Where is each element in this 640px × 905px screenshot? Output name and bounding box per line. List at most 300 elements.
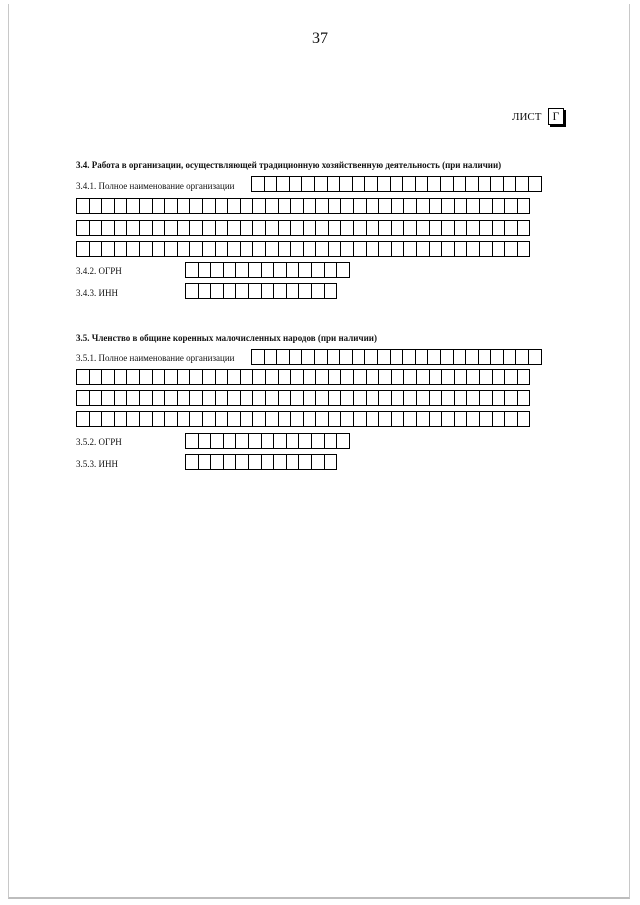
character-cell[interactable] <box>252 198 266 214</box>
character-cell[interactable] <box>215 220 229 236</box>
character-cell[interactable] <box>416 220 430 236</box>
character-cell[interactable] <box>324 454 338 470</box>
character-cell[interactable] <box>298 433 312 449</box>
character-cell[interactable] <box>390 176 404 192</box>
character-cell[interactable] <box>504 198 518 214</box>
character-cell[interactable] <box>429 241 443 257</box>
character-cell[interactable] <box>492 220 506 236</box>
character-cell[interactable] <box>235 262 249 278</box>
character-cell[interactable] <box>366 220 380 236</box>
character-cell[interactable] <box>303 198 317 214</box>
character-cell[interactable] <box>286 454 300 470</box>
character-cell[interactable] <box>517 390 531 406</box>
character-cell[interactable] <box>454 390 468 406</box>
character-cell[interactable] <box>152 198 166 214</box>
character-cell[interactable] <box>76 241 90 257</box>
ogrn-input-3-4-2[interactable] <box>185 262 349 278</box>
character-cell[interactable] <box>315 241 329 257</box>
character-cell[interactable] <box>515 176 529 192</box>
character-cell[interactable] <box>215 369 229 385</box>
character-cell[interactable] <box>478 349 492 365</box>
character-cell[interactable] <box>402 349 416 365</box>
character-cell[interactable] <box>353 241 367 257</box>
character-cell[interactable] <box>517 369 531 385</box>
character-cell[interactable] <box>465 176 479 192</box>
character-cell[interactable] <box>416 241 430 257</box>
character-cell[interactable] <box>441 390 455 406</box>
character-cell[interactable] <box>328 369 342 385</box>
character-cell[interactable] <box>366 390 380 406</box>
character-cell[interactable] <box>278 369 292 385</box>
character-cell[interactable] <box>403 198 417 214</box>
inn-input-3-5-3[interactable] <box>185 454 336 470</box>
character-cell[interactable] <box>210 454 224 470</box>
character-cell[interactable] <box>336 433 350 449</box>
character-cell[interactable] <box>101 411 115 427</box>
character-cell[interactable] <box>126 220 140 236</box>
character-cell[interactable] <box>324 283 338 299</box>
character-cell[interactable] <box>328 390 342 406</box>
character-cell[interactable] <box>340 241 354 257</box>
character-cell[interactable] <box>340 220 354 236</box>
character-cell[interactable] <box>441 241 455 257</box>
character-cell[interactable] <box>490 349 504 365</box>
character-cell[interactable] <box>441 198 455 214</box>
character-cell[interactable] <box>466 198 480 214</box>
character-cell[interactable] <box>290 220 304 236</box>
character-cell[interactable] <box>164 220 178 236</box>
character-cell[interactable] <box>366 198 380 214</box>
character-cell[interactable] <box>324 433 338 449</box>
character-cell[interactable] <box>185 283 199 299</box>
character-cell[interactable] <box>76 369 90 385</box>
character-cell[interactable] <box>466 411 480 427</box>
character-cell[interactable] <box>328 411 342 427</box>
character-cell[interactable] <box>164 390 178 406</box>
character-cell[interactable] <box>177 198 191 214</box>
character-cell[interactable] <box>240 369 254 385</box>
character-cell[interactable] <box>290 369 304 385</box>
character-cell[interactable] <box>427 349 441 365</box>
character-cell[interactable] <box>311 262 325 278</box>
character-cell[interactable] <box>402 176 416 192</box>
character-cell[interactable] <box>189 241 203 257</box>
character-cell[interactable] <box>126 411 140 427</box>
character-cell[interactable] <box>215 241 229 257</box>
character-cell[interactable] <box>235 433 249 449</box>
character-cell[interactable] <box>198 433 212 449</box>
character-cell[interactable] <box>114 411 128 427</box>
character-cell[interactable] <box>101 369 115 385</box>
character-cell[interactable] <box>240 390 254 406</box>
character-cell[interactable] <box>416 411 430 427</box>
character-cell[interactable] <box>416 390 430 406</box>
character-cell[interactable] <box>152 220 166 236</box>
character-cell[interactable] <box>278 220 292 236</box>
character-cell[interactable] <box>504 411 518 427</box>
character-cell[interactable] <box>227 411 241 427</box>
character-cell[interactable] <box>391 390 405 406</box>
character-cell[interactable] <box>503 349 517 365</box>
character-cell[interactable] <box>126 390 140 406</box>
character-cell[interactable] <box>278 241 292 257</box>
org-name-input-3-4-1-row-4[interactable] <box>76 241 529 257</box>
character-cell[interactable] <box>353 411 367 427</box>
character-cell[interactable] <box>298 454 312 470</box>
character-cell[interactable] <box>314 349 328 365</box>
character-cell[interactable] <box>415 349 429 365</box>
character-cell[interactable] <box>252 220 266 236</box>
character-cell[interactable] <box>202 411 216 427</box>
character-cell[interactable] <box>89 241 103 257</box>
character-cell[interactable] <box>528 176 542 192</box>
character-cell[interactable] <box>429 220 443 236</box>
character-cell[interactable] <box>261 454 275 470</box>
character-cell[interactable] <box>252 390 266 406</box>
character-cell[interactable] <box>353 220 367 236</box>
character-cell[interactable] <box>248 283 262 299</box>
character-cell[interactable] <box>340 198 354 214</box>
character-cell[interactable] <box>528 349 542 365</box>
character-cell[interactable] <box>324 262 338 278</box>
character-cell[interactable] <box>276 176 290 192</box>
character-cell[interactable] <box>177 241 191 257</box>
character-cell[interactable] <box>478 176 492 192</box>
character-cell[interactable] <box>189 220 203 236</box>
character-cell[interactable] <box>202 369 216 385</box>
character-cell[interactable] <box>378 241 392 257</box>
character-cell[interactable] <box>202 220 216 236</box>
character-cell[interactable] <box>377 176 391 192</box>
character-cell[interactable] <box>76 220 90 236</box>
character-cell[interactable] <box>223 262 237 278</box>
character-cell[interactable] <box>223 433 237 449</box>
character-cell[interactable] <box>303 411 317 427</box>
character-cell[interactable] <box>101 220 115 236</box>
character-cell[interactable] <box>303 220 317 236</box>
org-name-input-3-4-1-row-3[interactable] <box>76 220 529 236</box>
character-cell[interactable] <box>366 241 380 257</box>
character-cell[interactable] <box>503 176 517 192</box>
character-cell[interactable] <box>261 433 275 449</box>
character-cell[interactable] <box>504 241 518 257</box>
character-cell[interactable] <box>301 349 315 365</box>
character-cell[interactable] <box>303 390 317 406</box>
character-cell[interactable] <box>185 454 199 470</box>
character-cell[interactable] <box>202 198 216 214</box>
character-cell[interactable] <box>265 241 279 257</box>
character-cell[interactable] <box>89 220 103 236</box>
character-cell[interactable] <box>492 390 506 406</box>
character-cell[interactable] <box>378 390 392 406</box>
character-cell[interactable] <box>454 220 468 236</box>
character-cell[interactable] <box>177 411 191 427</box>
character-cell[interactable] <box>89 411 103 427</box>
character-cell[interactable] <box>101 390 115 406</box>
character-cell[interactable] <box>227 390 241 406</box>
character-cell[interactable] <box>315 411 329 427</box>
character-cell[interactable] <box>303 241 317 257</box>
character-cell[interactable] <box>251 176 265 192</box>
character-cell[interactable] <box>479 220 493 236</box>
character-cell[interactable] <box>265 369 279 385</box>
character-cell[interactable] <box>479 198 493 214</box>
character-cell[interactable] <box>314 176 328 192</box>
character-cell[interactable] <box>366 411 380 427</box>
character-cell[interactable] <box>454 411 468 427</box>
character-cell[interactable] <box>185 262 199 278</box>
character-cell[interactable] <box>215 390 229 406</box>
character-cell[interactable] <box>114 220 128 236</box>
character-cell[interactable] <box>126 369 140 385</box>
character-cell[interactable] <box>252 369 266 385</box>
character-cell[interactable] <box>403 411 417 427</box>
character-cell[interactable] <box>429 411 443 427</box>
character-cell[interactable] <box>278 411 292 427</box>
character-cell[interactable] <box>89 369 103 385</box>
character-cell[interactable] <box>126 241 140 257</box>
character-cell[interactable] <box>378 220 392 236</box>
character-cell[interactable] <box>227 220 241 236</box>
character-cell[interactable] <box>466 220 480 236</box>
character-cell[interactable] <box>126 198 140 214</box>
character-cell[interactable] <box>240 220 254 236</box>
character-cell[interactable] <box>101 198 115 214</box>
character-cell[interactable] <box>441 411 455 427</box>
character-cell[interactable] <box>215 198 229 214</box>
character-cell[interactable] <box>252 241 266 257</box>
character-cell[interactable] <box>492 241 506 257</box>
character-cell[interactable] <box>353 198 367 214</box>
character-cell[interactable] <box>240 411 254 427</box>
character-cell[interactable] <box>298 283 312 299</box>
character-cell[interactable] <box>261 283 275 299</box>
character-cell[interactable] <box>76 198 90 214</box>
character-cell[interactable] <box>289 349 303 365</box>
character-cell[interactable] <box>517 411 531 427</box>
character-cell[interactable] <box>391 220 405 236</box>
character-cell[interactable] <box>202 390 216 406</box>
character-cell[interactable] <box>415 176 429 192</box>
character-cell[interactable] <box>353 369 367 385</box>
character-cell[interactable] <box>504 369 518 385</box>
character-cell[interactable] <box>328 198 342 214</box>
character-cell[interactable] <box>251 349 265 365</box>
character-cell[interactable] <box>378 369 392 385</box>
character-cell[interactable] <box>315 198 329 214</box>
character-cell[interactable] <box>492 198 506 214</box>
character-cell[interactable] <box>391 411 405 427</box>
character-cell[interactable] <box>286 433 300 449</box>
character-cell[interactable] <box>198 454 212 470</box>
character-cell[interactable] <box>76 411 90 427</box>
character-cell[interactable] <box>164 369 178 385</box>
character-cell[interactable] <box>315 220 329 236</box>
character-cell[interactable] <box>454 241 468 257</box>
character-cell[interactable] <box>139 369 153 385</box>
character-cell[interactable] <box>315 390 329 406</box>
character-cell[interactable] <box>336 262 350 278</box>
character-cell[interactable] <box>248 262 262 278</box>
character-cell[interactable] <box>403 241 417 257</box>
character-cell[interactable] <box>210 433 224 449</box>
character-cell[interactable] <box>515 349 529 365</box>
character-cell[interactable] <box>440 349 454 365</box>
character-cell[interactable] <box>261 262 275 278</box>
org-name-input-3-5-1-row-1[interactable] <box>251 349 541 365</box>
character-cell[interactable] <box>466 241 480 257</box>
character-cell[interactable] <box>152 369 166 385</box>
character-cell[interactable] <box>265 198 279 214</box>
character-cell[interactable] <box>139 411 153 427</box>
character-cell[interactable] <box>227 198 241 214</box>
character-cell[interactable] <box>290 411 304 427</box>
character-cell[interactable] <box>429 390 443 406</box>
character-cell[interactable] <box>276 349 290 365</box>
character-cell[interactable] <box>479 411 493 427</box>
character-cell[interactable] <box>101 241 115 257</box>
character-cell[interactable] <box>189 369 203 385</box>
character-cell[interactable] <box>240 241 254 257</box>
character-cell[interactable] <box>139 220 153 236</box>
character-cell[interactable] <box>235 454 249 470</box>
character-cell[interactable] <box>223 454 237 470</box>
character-cell[interactable] <box>391 369 405 385</box>
character-cell[interactable] <box>328 241 342 257</box>
character-cell[interactable] <box>340 411 354 427</box>
character-cell[interactable] <box>479 369 493 385</box>
ogrn-input-3-5-2[interactable] <box>185 433 349 449</box>
character-cell[interactable] <box>273 433 287 449</box>
character-cell[interactable] <box>340 390 354 406</box>
character-cell[interactable] <box>210 262 224 278</box>
character-cell[interactable] <box>465 349 479 365</box>
character-cell[interactable] <box>289 176 303 192</box>
character-cell[interactable] <box>429 198 443 214</box>
character-cell[interactable] <box>301 176 315 192</box>
character-cell[interactable] <box>352 176 366 192</box>
character-cell[interactable] <box>215 411 229 427</box>
character-cell[interactable] <box>198 283 212 299</box>
character-cell[interactable] <box>189 390 203 406</box>
character-cell[interactable] <box>466 390 480 406</box>
character-cell[interactable] <box>273 262 287 278</box>
character-cell[interactable] <box>517 198 531 214</box>
character-cell[interactable] <box>378 198 392 214</box>
org-name-input-3-4-1-row-1[interactable] <box>251 176 541 192</box>
character-cell[interactable] <box>152 241 166 257</box>
character-cell[interactable] <box>89 390 103 406</box>
character-cell[interactable] <box>391 241 405 257</box>
character-cell[interactable] <box>265 411 279 427</box>
character-cell[interactable] <box>76 390 90 406</box>
character-cell[interactable] <box>453 349 467 365</box>
character-cell[interactable] <box>352 349 366 365</box>
character-cell[interactable] <box>227 369 241 385</box>
character-cell[interactable] <box>235 283 249 299</box>
character-cell[interactable] <box>479 390 493 406</box>
character-cell[interactable] <box>164 411 178 427</box>
character-cell[interactable] <box>492 369 506 385</box>
character-cell[interactable] <box>517 220 531 236</box>
character-cell[interactable] <box>264 176 278 192</box>
character-cell[interactable] <box>327 349 341 365</box>
character-cell[interactable] <box>248 454 262 470</box>
character-cell[interactable] <box>311 283 325 299</box>
character-cell[interactable] <box>189 411 203 427</box>
character-cell[interactable] <box>185 433 199 449</box>
character-cell[interactable] <box>273 454 287 470</box>
character-cell[interactable] <box>466 369 480 385</box>
character-cell[interactable] <box>89 198 103 214</box>
character-cell[interactable] <box>416 369 430 385</box>
character-cell[interactable] <box>453 176 467 192</box>
character-cell[interactable] <box>210 283 224 299</box>
character-cell[interactable] <box>177 220 191 236</box>
character-cell[interactable] <box>177 369 191 385</box>
character-cell[interactable] <box>315 369 329 385</box>
character-cell[interactable] <box>311 454 325 470</box>
character-cell[interactable] <box>454 369 468 385</box>
character-cell[interactable] <box>327 176 341 192</box>
character-cell[interactable] <box>366 369 380 385</box>
character-cell[interactable] <box>114 369 128 385</box>
character-cell[interactable] <box>114 198 128 214</box>
character-cell[interactable] <box>441 369 455 385</box>
character-cell[interactable] <box>364 349 378 365</box>
character-cell[interactable] <box>290 241 304 257</box>
character-cell[interactable] <box>189 198 203 214</box>
character-cell[interactable] <box>403 390 417 406</box>
character-cell[interactable] <box>454 198 468 214</box>
character-cell[interactable] <box>265 220 279 236</box>
character-cell[interactable] <box>377 349 391 365</box>
character-cell[interactable] <box>339 176 353 192</box>
character-cell[interactable] <box>303 369 317 385</box>
character-cell[interactable] <box>227 241 241 257</box>
character-cell[interactable] <box>441 220 455 236</box>
character-cell[interactable] <box>391 198 405 214</box>
org-name-input-3-4-1-row-2[interactable] <box>76 198 529 214</box>
character-cell[interactable] <box>364 176 378 192</box>
character-cell[interactable] <box>223 283 237 299</box>
character-cell[interactable] <box>403 220 417 236</box>
character-cell[interactable] <box>504 390 518 406</box>
character-cell[interactable] <box>164 198 178 214</box>
character-cell[interactable] <box>264 349 278 365</box>
character-cell[interactable] <box>202 241 216 257</box>
character-cell[interactable] <box>152 390 166 406</box>
character-cell[interactable] <box>278 390 292 406</box>
character-cell[interactable] <box>139 390 153 406</box>
character-cell[interactable] <box>504 220 518 236</box>
character-cell[interactable] <box>139 241 153 257</box>
character-cell[interactable] <box>240 198 254 214</box>
character-cell[interactable] <box>290 390 304 406</box>
character-cell[interactable] <box>164 241 178 257</box>
inn-input-3-4-3[interactable] <box>185 283 336 299</box>
character-cell[interactable] <box>429 369 443 385</box>
character-cell[interactable] <box>177 390 191 406</box>
character-cell[interactable] <box>440 176 454 192</box>
character-cell[interactable] <box>492 411 506 427</box>
character-cell[interactable] <box>198 262 212 278</box>
org-name-input-3-5-1-row-4[interactable] <box>76 411 529 427</box>
character-cell[interactable] <box>353 390 367 406</box>
character-cell[interactable] <box>265 390 279 406</box>
character-cell[interactable] <box>479 241 493 257</box>
character-cell[interactable] <box>273 283 287 299</box>
